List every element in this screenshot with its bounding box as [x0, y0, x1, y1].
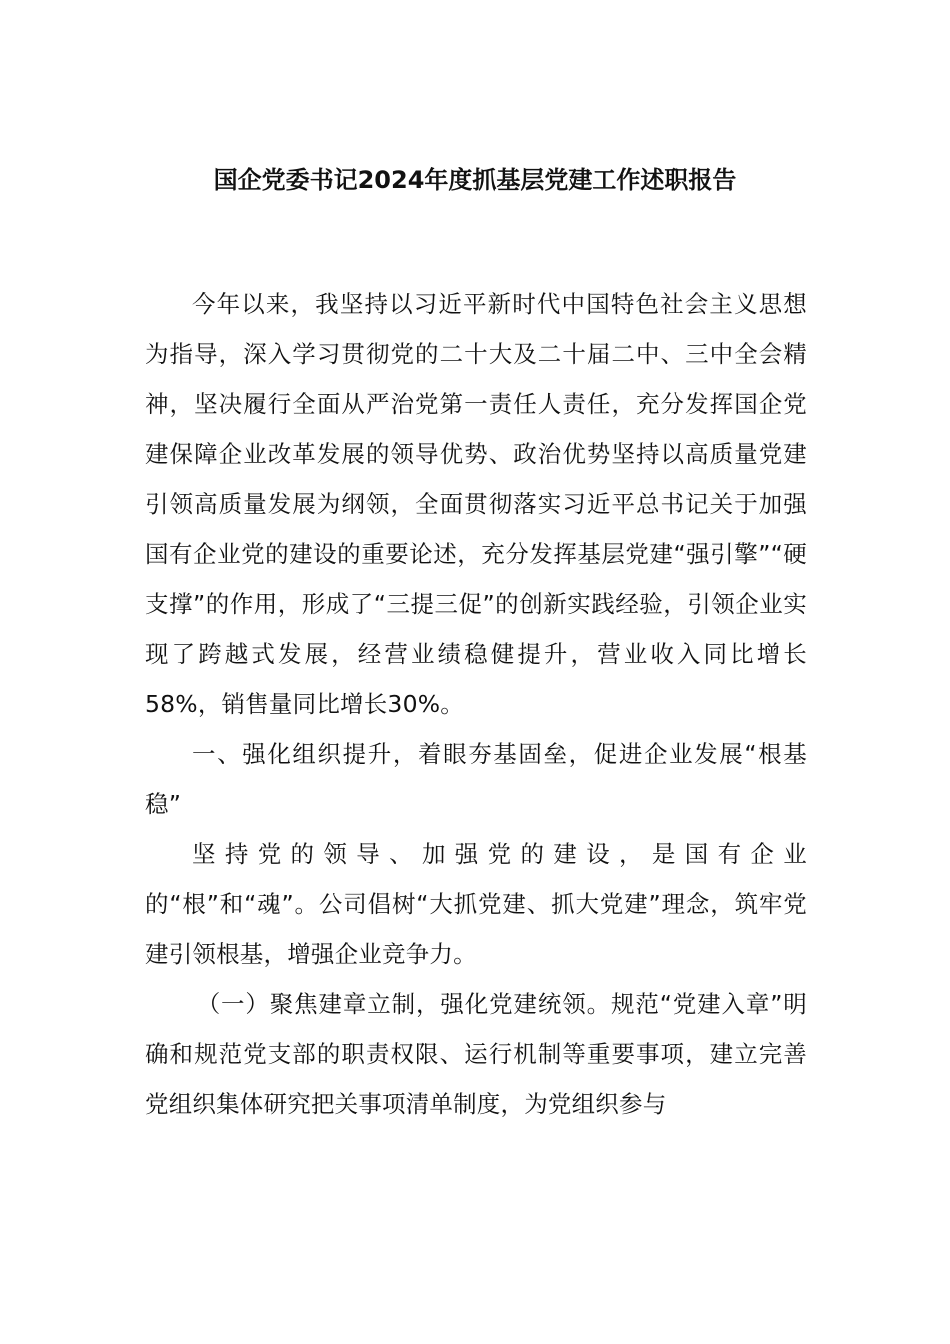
document-title: 国企党委书记2024年度抓基层党建工作述职报告: [213, 166, 737, 194]
paragraph-intro: 今年以来，我坚持以习近平新时代中国特色社会主义思想为指导，深入学习贯彻党的二十大及二十届二中、三中全会精神，坚决履行全面从严治党第一责任人责任，充分发挥国企党建保障企业改革发展的领导优势、政治优势坚持以高质量党建引领高质量发展为纲领，全面贯彻落实习近平总书记关于加强国有企业党的建设的重要论述，充分发挥基层党建“强引擎”“硬支撑”的作用，形成了“三提三促”的创新实践经验，引领企业实现了跨越式发展，经营业绩稳健提升，营业收入同比增长 58%，销售量同比增长30%。: [145, 290, 807, 718]
document-body: [145, 279, 807, 1129]
paragraph-section-1: 坚持党的领导、加强党的建设，是国有企业的“根”和“魂”。公司倡树“大抓党建、抓大党建”理念，筑牢党建引领根基，增强企业竞争力。: [145, 840, 807, 968]
section-heading-1: 一、强化组织提升，着眼夯基固垒，促进企业发展“根基稳”: [145, 740, 807, 818]
paragraph-subsection-1: （一）聚焦建章立制，强化党建统领。规范“党建入章”明确和规范党支部的职责权限、运行机制等重要事项，建立完善党组织集体研究把关事项清单制度，为党组织参与: [145, 990, 807, 1118]
